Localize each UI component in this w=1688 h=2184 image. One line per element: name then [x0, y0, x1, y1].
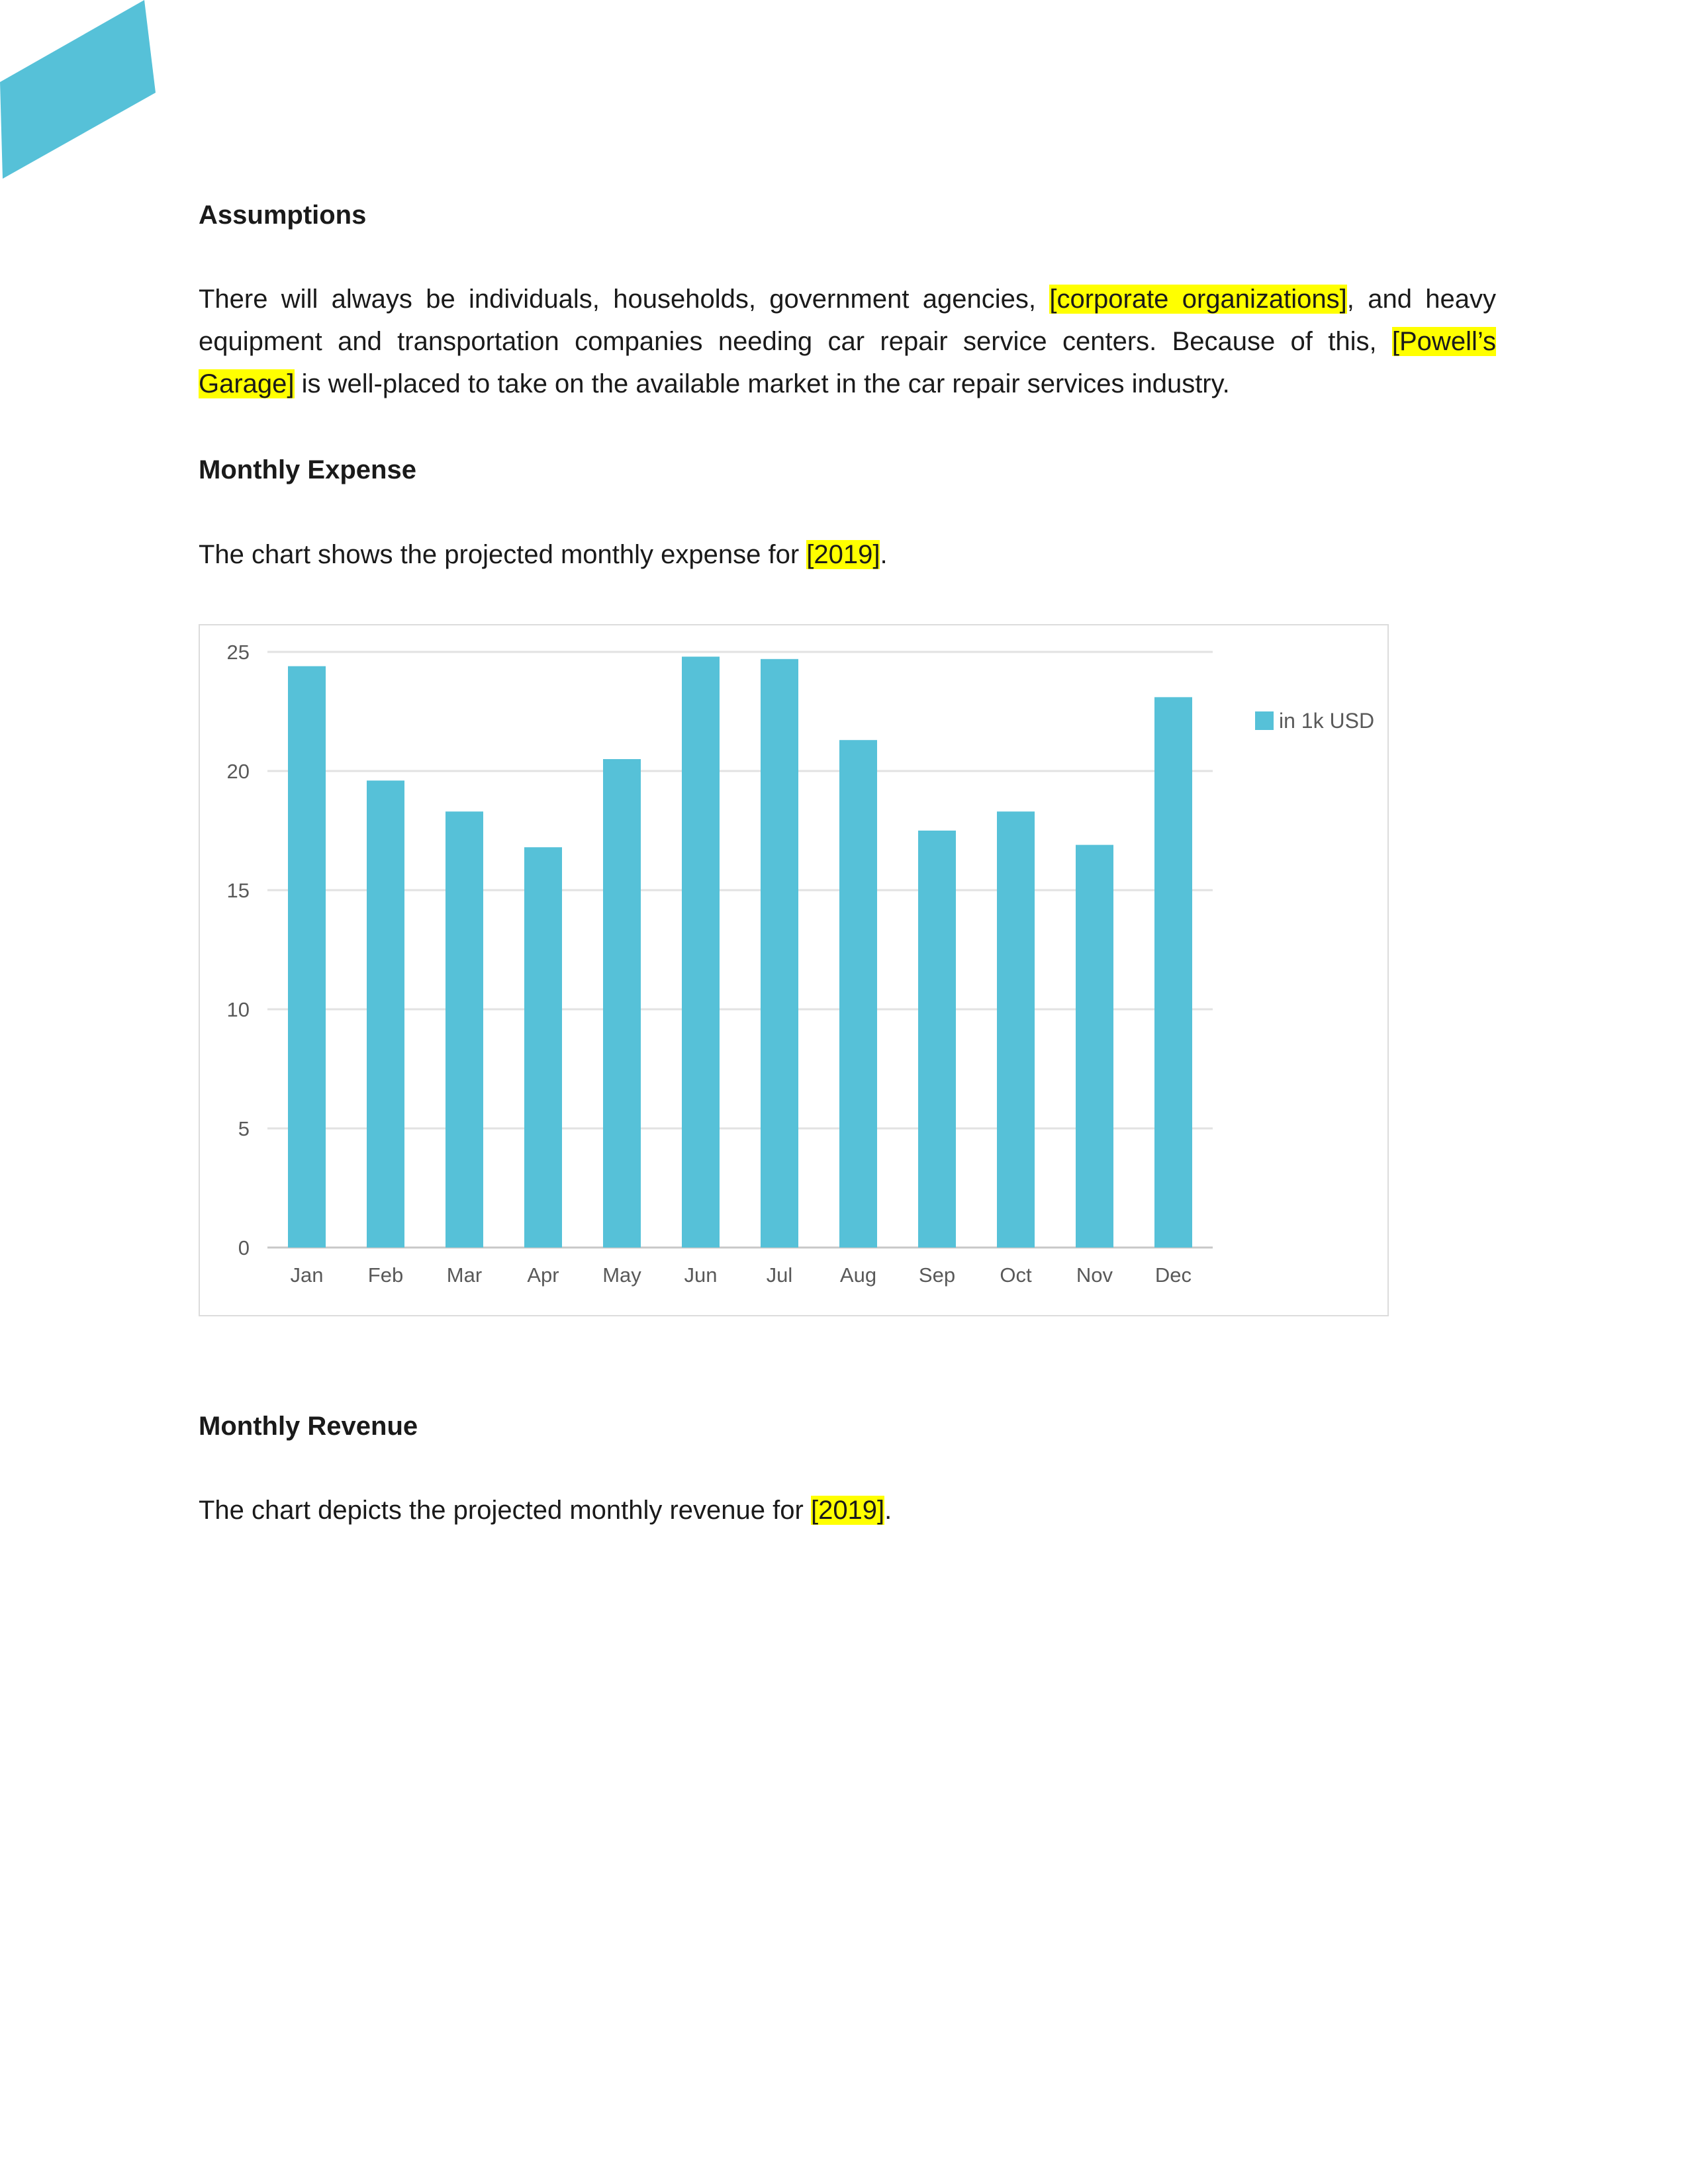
- x-tick-label-jan: Jan: [290, 1263, 324, 1287]
- legend-swatch: [1255, 711, 1274, 730]
- bar-jan: [288, 666, 326, 1248]
- bar-mar: [445, 811, 483, 1248]
- bar-jun: [682, 657, 720, 1248]
- bar-may: [603, 759, 641, 1248]
- bar-dec: [1154, 697, 1192, 1248]
- monthly-revenue-paragraph: The chart depicts the projected monthly revenue for [2019].: [199, 1496, 892, 1525]
- expense-bar-chart-svg: [200, 625, 1387, 1315]
- x-tick-label-may: May: [602, 1263, 641, 1287]
- placeholder-company-name: [Powell’s Garage]: [199, 327, 1496, 398]
- y-tick-label-10: 10: [226, 998, 250, 1021]
- bar-feb: [367, 780, 404, 1248]
- y-tick-label-25: 25: [226, 641, 250, 664]
- x-tick-label-jun: Jun: [684, 1263, 718, 1287]
- bar-oct: [997, 811, 1035, 1248]
- y-tick-label-15: 15: [226, 879, 250, 902]
- y-tick-label-0: 0: [238, 1236, 250, 1259]
- monthly-revenue-heading: Monthly Revenue: [199, 1412, 418, 1441]
- x-tick-label-mar: Mar: [446, 1263, 483, 1287]
- bar-apr: [524, 847, 562, 1248]
- y-tick-label-20: 20: [226, 760, 250, 783]
- placeholder-year-revenue: [2019]: [810, 1496, 885, 1525]
- placeholder-corporate-organizations: [corporate organizations]: [1049, 285, 1347, 314]
- x-tick-label-sep: Sep: [918, 1263, 956, 1287]
- corner-accent-shape: [0, 0, 159, 185]
- assumptions-heading: Assumptions: [199, 201, 367, 230]
- x-tick-label-jul: Jul: [766, 1263, 793, 1287]
- bar-nov: [1076, 845, 1113, 1248]
- x-tick-label-dec: Dec: [1154, 1263, 1192, 1287]
- bar-aug: [839, 740, 877, 1248]
- x-tick-label-nov: Nov: [1076, 1263, 1113, 1287]
- assumptions-paragraph: There will always be individuals, households, government agencies, [corporate organizations], and heavy equipment and transportation companies needing car repair service centers. Because of this, [Powell’s Garage] is well-placed to take on the available market in the car repair services industry.: [199, 285, 1496, 398]
- legend-label: in 1k USD: [1279, 709, 1375, 733]
- x-tick-label-oct: Oct: [1000, 1263, 1032, 1287]
- y-tick-label-5: 5: [238, 1117, 250, 1140]
- x-tick-label-feb: Feb: [367, 1263, 404, 1287]
- bar-jul: [761, 659, 798, 1248]
- monthly-expense-heading: Monthly Expense: [199, 455, 416, 484]
- placeholder-year-expense: [2019]: [806, 540, 880, 569]
- bar-sep: [918, 831, 956, 1248]
- monthly-expense-chart: [199, 624, 1389, 1316]
- x-tick-label-aug: Aug: [839, 1263, 877, 1287]
- x-tick-label-apr: Apr: [527, 1263, 559, 1287]
- monthly-expense-paragraph: The chart shows the projected monthly expense for [2019].: [199, 540, 888, 569]
